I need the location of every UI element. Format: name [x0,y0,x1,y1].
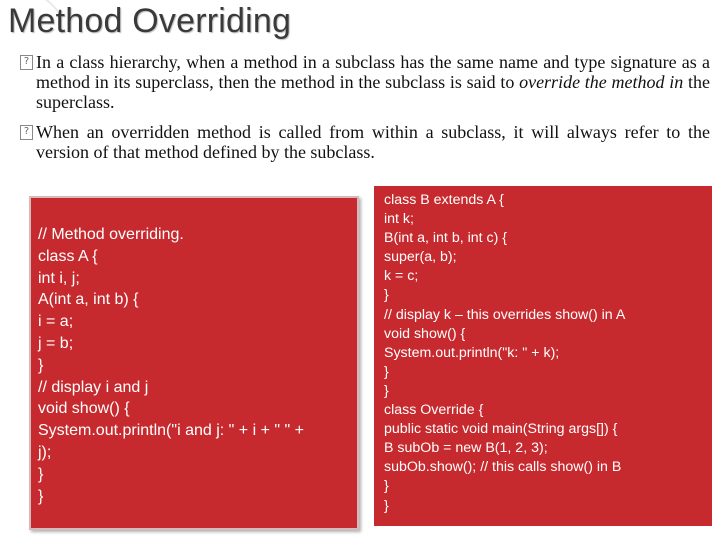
bullet-item [20,52,710,112]
code-line: class A { [38,247,98,265]
bullet-item [20,122,710,162]
code-lines [384,191,625,516]
code-line: super(a, b); [384,249,457,266]
code-line: } [384,363,389,380]
code-line: } [38,356,44,374]
code-line: k = c; [384,268,419,285]
square-bullet-icon: ? [20,55,33,70]
square-bullet-icon: ? [20,125,33,140]
code-line: subOb.show(); // this calls show() in B [384,459,622,476]
code-line: // display i and j [38,378,149,396]
code-line: } [384,287,389,304]
code-line: class B extends A { [384,192,504,208]
slide-title: Method Overriding [8,2,292,40]
code-line: // Method overriding. [38,226,184,243]
code-line: public static void main(String args[]) { [384,421,618,438]
code-line: } [384,478,389,495]
code-block-class-a [29,196,359,530]
bullet-text: In a class hierarchy, when a method in a subclass has the same name and type signature as a method in its superclass, then the method in the subclass is said to override the method in the superclass. [36,52,710,112]
code-block-class-b [374,186,712,526]
code-line: int k; [384,211,414,228]
code-line: System.out.println("k: " + k); [384,344,560,361]
code-line: j = b; [38,334,74,352]
code-line: class Override { [384,402,484,419]
code-lines [38,224,304,507]
code-line: j); [38,443,52,461]
code-line: void show() { [384,325,466,342]
code-line: A(int a, int b) { [38,291,139,309]
code-line: } [384,382,389,399]
bullet-list [20,52,710,172]
code-line: // display k – this overrides show() in A [384,306,626,323]
code-line: B subOb = new B(1, 2, 3); [384,440,548,457]
code-line: i = a; [38,313,74,331]
code-line: void show() { [38,400,130,418]
code-line: int i, j; [38,269,80,287]
bullet-text: When an overridden method is called from within a subclass, it will always refer to the version of that method defined by the subclass. [36,122,710,162]
code-line: System.out.println("i and j: " + i + " " + [38,422,304,440]
code-line: } [38,487,44,505]
code-line: } [38,465,44,483]
code-line: B(int a, int b, int c) { [384,230,508,247]
code-line: } [384,497,389,514]
